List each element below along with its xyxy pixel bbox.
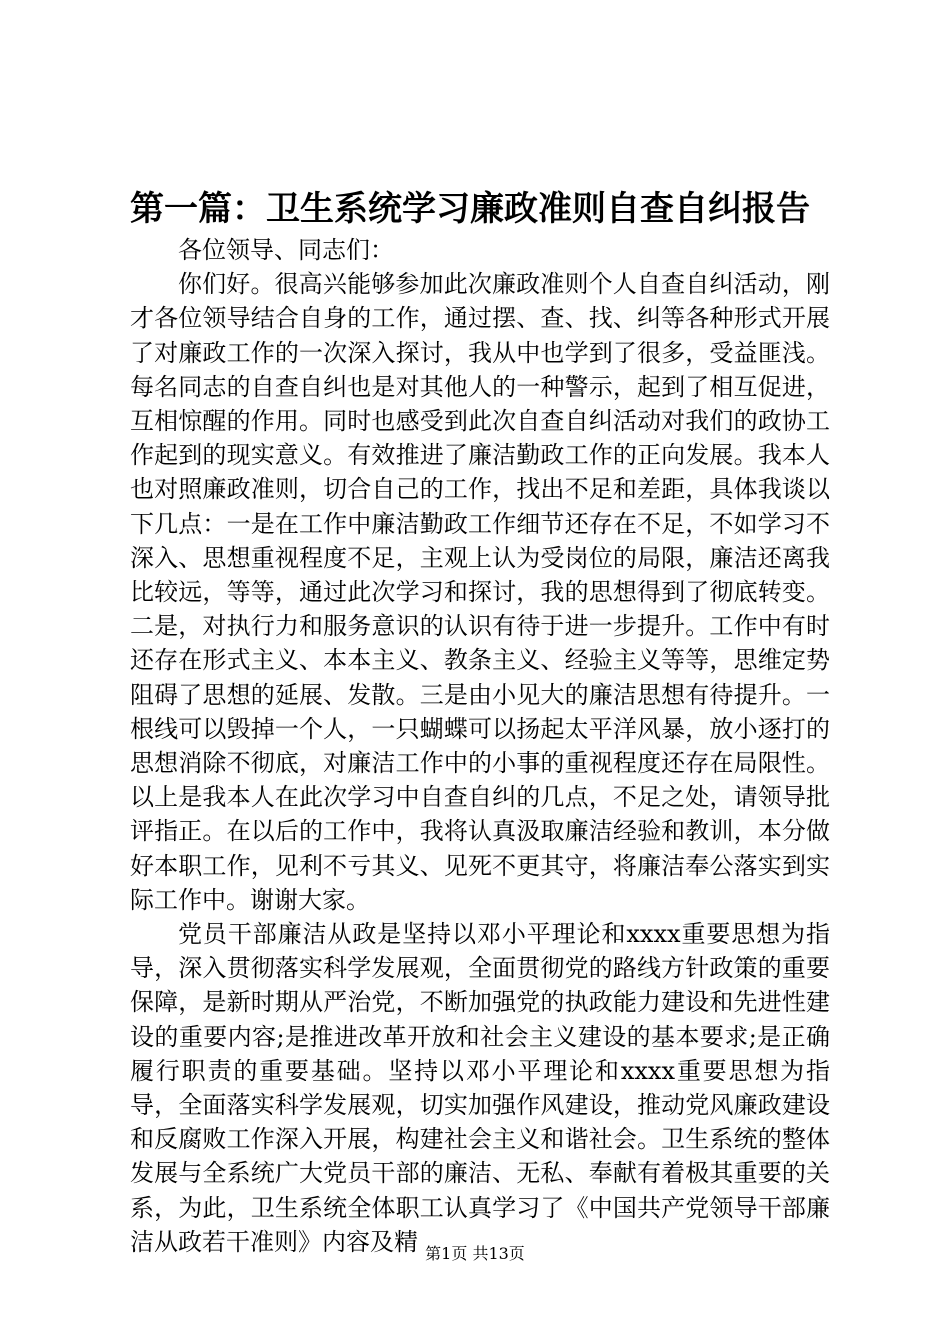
page-footer: [0, 1244, 950, 1264]
document-title: 第一篇：卫生系统学习廉政准则自查自纠报告: [130, 189, 810, 229]
body-paragraph-2: 党员干部廉洁从政是坚持以邓小平理论和xxxx重要思想为指导，深入贯彻落实科学发展观，全面贯彻党的路线方针政策的重要保障，是新时期从严治党，不断加强党的执政能力建设和先进性建设的重要内容;是推进改革开放和社会主义建设的基本要求;是正确履行职责的重要基础。坚持以邓小平理论和xxxx重要思想为指导，全面落实科学发展观，切实加强作风建设，推动党风廉政建设和反腐败工作深入开展，构建社会主义和谐社会。卫生系统的整体发展与全系统广大党员干部的廉洁、无私、奉献有着极其重要的关系，为此，卫生系统全体职工认真学习了《中国共产党领导干部廉洁从政若干准则》内容及精: [130, 920, 830, 1256]
body-paragraph-1: 你们好。很高兴能够参加此次廉政准则个人自查自纠活动，刚才各位领导结合自身的工作，通过摆、查、找、纠等各种形式开展了对廉政工作的一次深入探讨，我从中也学到了很多，受益匪浅。每名同志的自查自纠也是对其他人的一种警示，起到了相互促进，互相惊醒的作用。同时也感受到此次自查自纠活动对我们的政协工作起到的现实意义。有效推进了廉洁勤政工作的正向发展。我本人也对照廉政准则，切合自己的工作，找出不足和差距，具体我谈以下几点：一是在工作中廉洁勤政工作细节还存在不足，不如学习不深入、思想重视程度不足，主观上认为受岗位的局限，廉洁还离我比较远，等等，通过此次学习和探讨，我的思想得到了彻底转变。二是，对执行力和服务意识的认识有待于进一步提升。工作中有时还存在形式主义、本本主义、教条主义、经验主义等等，思维定势阻碍了思想的延展、发散。三是由小见大的廉洁思想有待提升。一根线可以毁掉一个人，一只蝴蝶可以扬起太平洋风暴，放小逐打的思想消除不彻底，对廉洁工作中的小事的重视程度还存在局限性。以上是我本人在此次学习中自查自纠的几点，不足之处，请领导批评指正。在以后的工作中，我将认真汲取廉洁经验和教训，本分做好本职工作，见利不亏其义、见死不更其守，将廉洁奉公落实到实际工作中。谢谢大家。: [130, 270, 830, 914]
document-body: [130, 233, 830, 1259]
page-number-indicator: 第1页 共13页: [425, 1244, 525, 1263]
salutation-paragraph: 各位领导、同志们：: [178, 236, 394, 264]
